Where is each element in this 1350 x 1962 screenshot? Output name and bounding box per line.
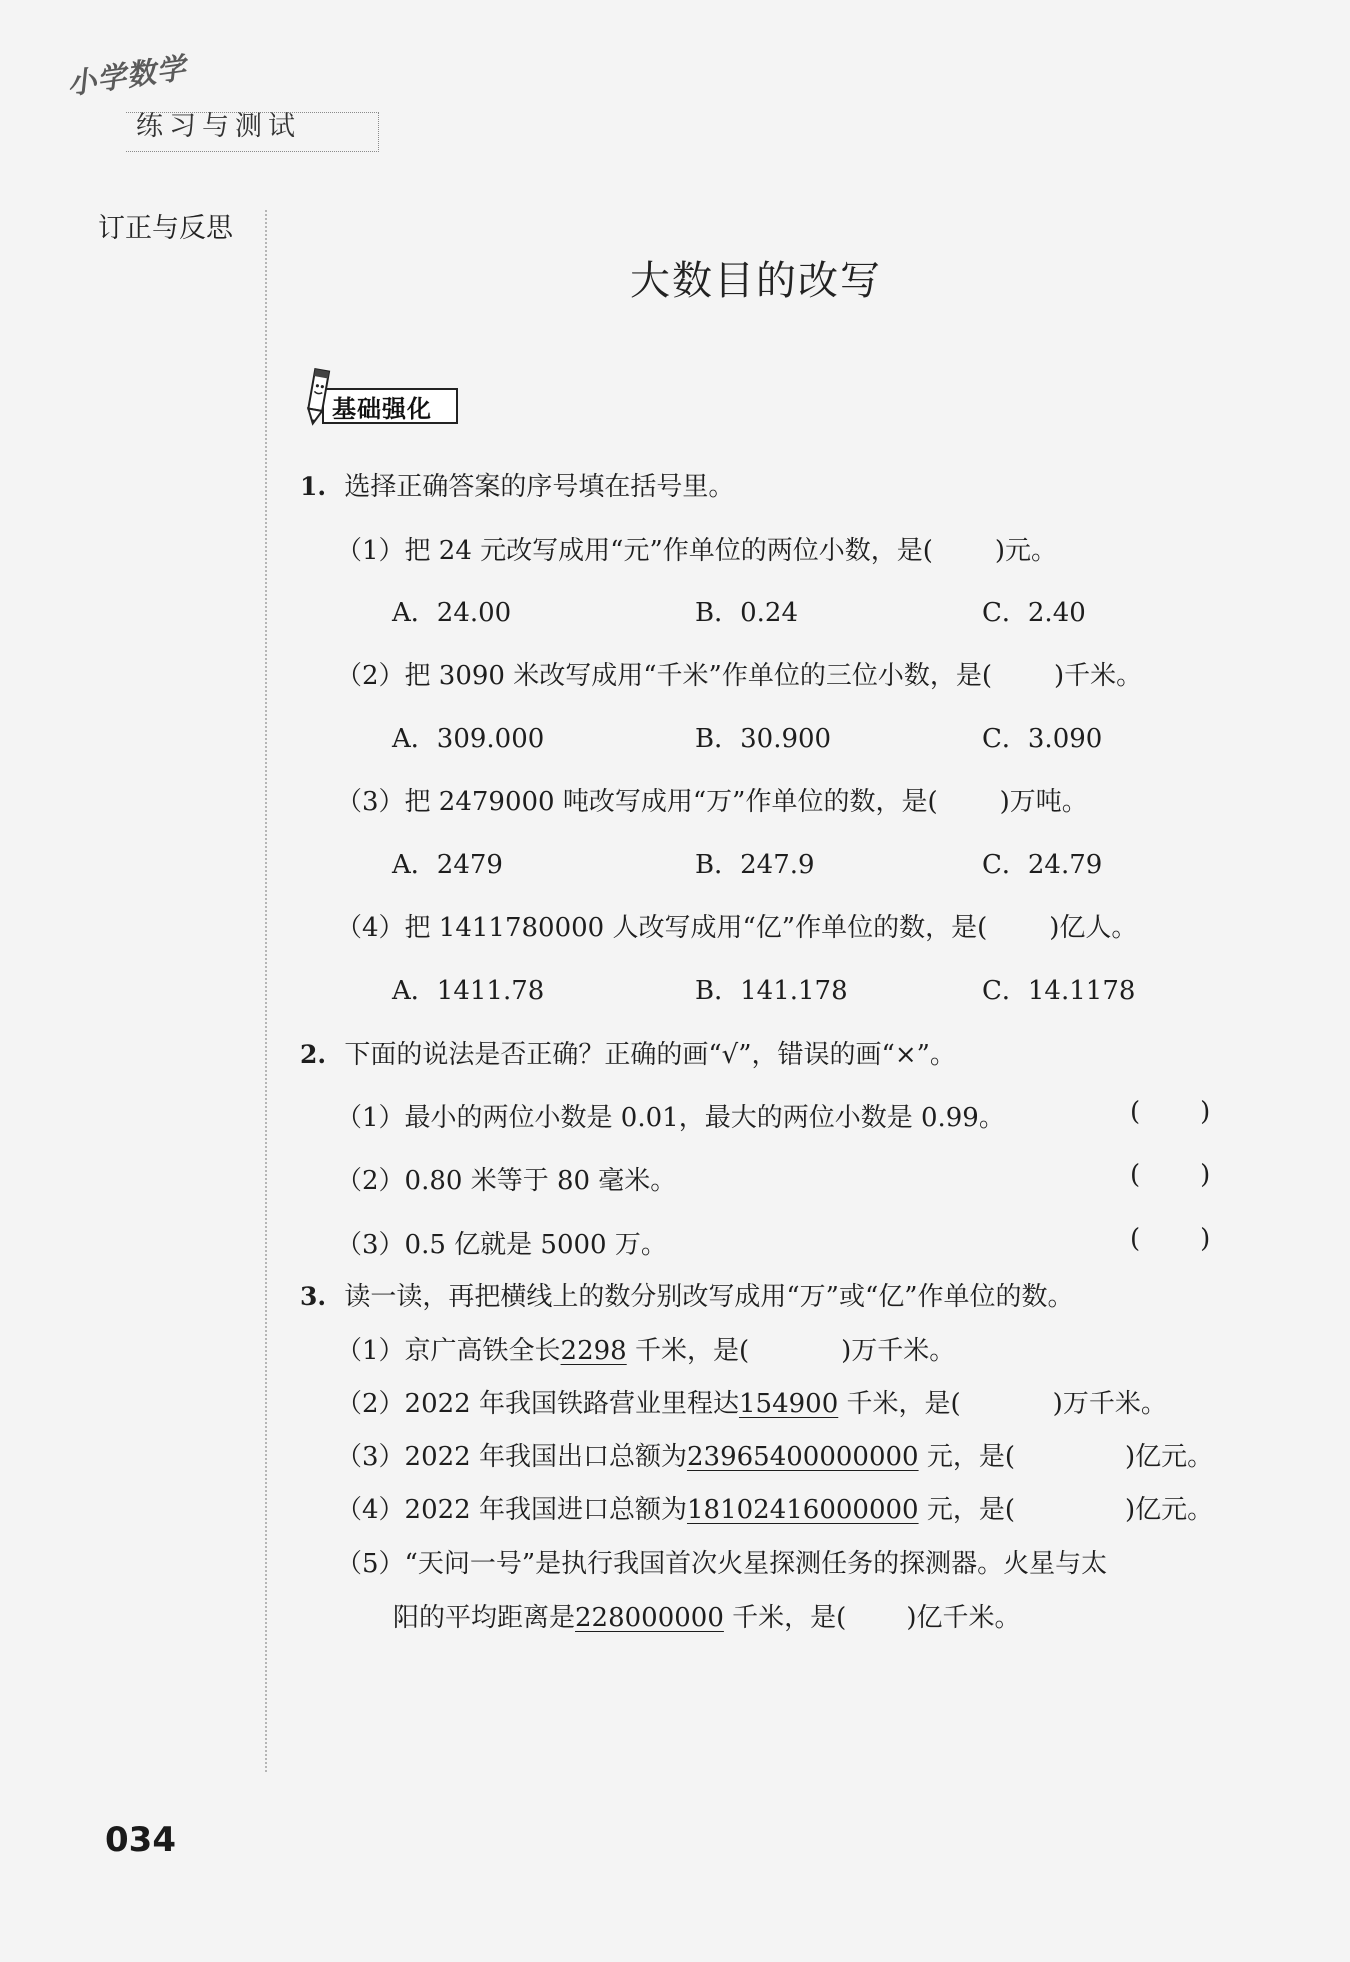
item-text: （2）2022 年我国铁路营业里程达 — [336, 1389, 739, 1419]
bracket-open: ( — [1130, 1160, 1141, 1190]
item-text: 阳的平均距离是 — [393, 1603, 576, 1633]
judge-bracket[interactable] — [1130, 1224, 1210, 1254]
item-stem-end: )千米。 — [1053, 661, 1143, 691]
item-text: 千米，是( — [626, 1336, 750, 1366]
underlined-number: 228000000 — [575, 1603, 724, 1633]
question-number: 3. — [300, 1282, 327, 1311]
page-title: 大数目的改写 — [630, 258, 882, 304]
item-stem: （2）把 3090 米改写成用“千米”作单位的三位小数，是( — [336, 661, 992, 691]
judge-bracket[interactable] — [1130, 1097, 1210, 1127]
option-c: C．3.090 — [982, 724, 1103, 754]
item-text-end: )亿元。 — [1125, 1495, 1214, 1525]
q1-item-3 — [336, 781, 1088, 818]
q3-item-5-line-2 — [393, 1597, 1020, 1634]
bracket-open: ( — [1130, 1224, 1141, 1254]
item-text: 千米，是( — [838, 1389, 961, 1419]
item-stem-end: )万吨。 — [999, 787, 1088, 817]
q2-item-1: （1）最小的两位小数是 0.01，最大的两位小数是 0.99。 — [336, 1103, 1005, 1133]
q2-item-3: （3）0.5 亿就是 5000 万。 — [336, 1230, 667, 1260]
question-number: 2. — [300, 1040, 327, 1069]
q1-item-1 — [336, 530, 1057, 567]
q3-item-5-line-1: （5）“天问一号”是执行我国首次火星探测任务的探测器。火星与太 — [336, 1549, 1108, 1579]
item-stem-end: )亿人。 — [1049, 913, 1138, 943]
item-text: （3）2022 年我国出口总额为 — [336, 1442, 687, 1472]
item-text: （1）京广高铁全长 — [336, 1336, 561, 1366]
section-label: 基础强化 — [332, 395, 432, 423]
question-3 — [300, 1276, 1074, 1313]
q1-item-4 — [336, 907, 1137, 944]
item-text: 千米，是( — [723, 1603, 847, 1633]
option-b: B．141.178 — [695, 976, 848, 1006]
book-series-label: 小学数学 — [64, 50, 189, 102]
bracket-close: ) — [1200, 1160, 1211, 1190]
q2-item-2: （2）0.80 米等于 80 毫米。 — [336, 1166, 677, 1196]
q3-item-1 — [336, 1330, 955, 1367]
item-text-end: )万千米。 — [841, 1336, 956, 1366]
sidebar-divider — [265, 210, 267, 1772]
q1-item-2 — [336, 655, 1142, 692]
item-text-end: )万千米。 — [1052, 1389, 1167, 1419]
underlined-number: 23965400000000 — [686, 1442, 919, 1472]
option-a: A．2479 — [392, 850, 503, 880]
option-b: B．247.9 — [695, 850, 815, 880]
option-c: C．24.79 — [982, 850, 1103, 880]
question-number: 1. — [300, 472, 327, 501]
item-text: （4）2022 年我国进口总额为 — [336, 1495, 687, 1525]
bracket-close: ) — [1200, 1224, 1211, 1254]
item-text-end: )亿元。 — [1125, 1442, 1214, 1472]
q3-item-4 — [336, 1489, 1213, 1526]
q3-item-2 — [336, 1383, 1167, 1420]
item-stem: （3）把 2479000 吨改写成用“万”作单位的数，是( — [336, 787, 938, 817]
bracket-close: ) — [1200, 1097, 1211, 1127]
option-a: A．309.000 — [392, 724, 545, 754]
option-a: A．24.00 — [392, 598, 512, 628]
option-c: C．14.1178 — [982, 976, 1136, 1006]
question-prompt: 读一读，再把横线上的数分别改写成用“万”或“亿”作单位的数。 — [344, 1282, 1074, 1312]
underlined-number: 2298 — [560, 1336, 627, 1366]
section-badge — [298, 364, 468, 426]
question-prompt: 选择正确答案的序号填在括号里。 — [344, 472, 735, 502]
item-stem: （4）把 1411780000 人改写成用“亿”作单位的数，是( — [336, 913, 988, 943]
item-text-end: )亿千米。 — [906, 1603, 1021, 1633]
bracket-open: ( — [1130, 1097, 1141, 1127]
question-1 — [300, 466, 734, 503]
underlined-number: 18102416000000 — [686, 1495, 919, 1525]
option-a: A．1411.78 — [392, 976, 545, 1006]
item-text: 元，是( — [918, 1495, 1015, 1525]
book-title: 练习与测试 — [136, 111, 301, 142]
option-b: B．30.900 — [695, 724, 832, 754]
question-2 — [300, 1034, 956, 1071]
question-prompt: 下面的说法是否正确？正确的画“√”，错误的画“×”。 — [344, 1040, 956, 1070]
option-b: B．0.24 — [695, 598, 798, 628]
item-stem-end: )元。 — [994, 536, 1058, 566]
option-c: C．2.40 — [982, 598, 1086, 628]
q3-item-3 — [336, 1436, 1213, 1473]
sidebar-heading: 订正与反思 — [98, 213, 233, 244]
underlined-number: 154900 — [738, 1389, 839, 1419]
item-text: 元，是( — [918, 1442, 1015, 1472]
item-stem: （1）把 24 元改写成用“元”作单位的两位小数，是( — [336, 536, 933, 566]
page-number: 034 — [105, 1820, 176, 1860]
judge-bracket[interactable] — [1130, 1160, 1210, 1190]
